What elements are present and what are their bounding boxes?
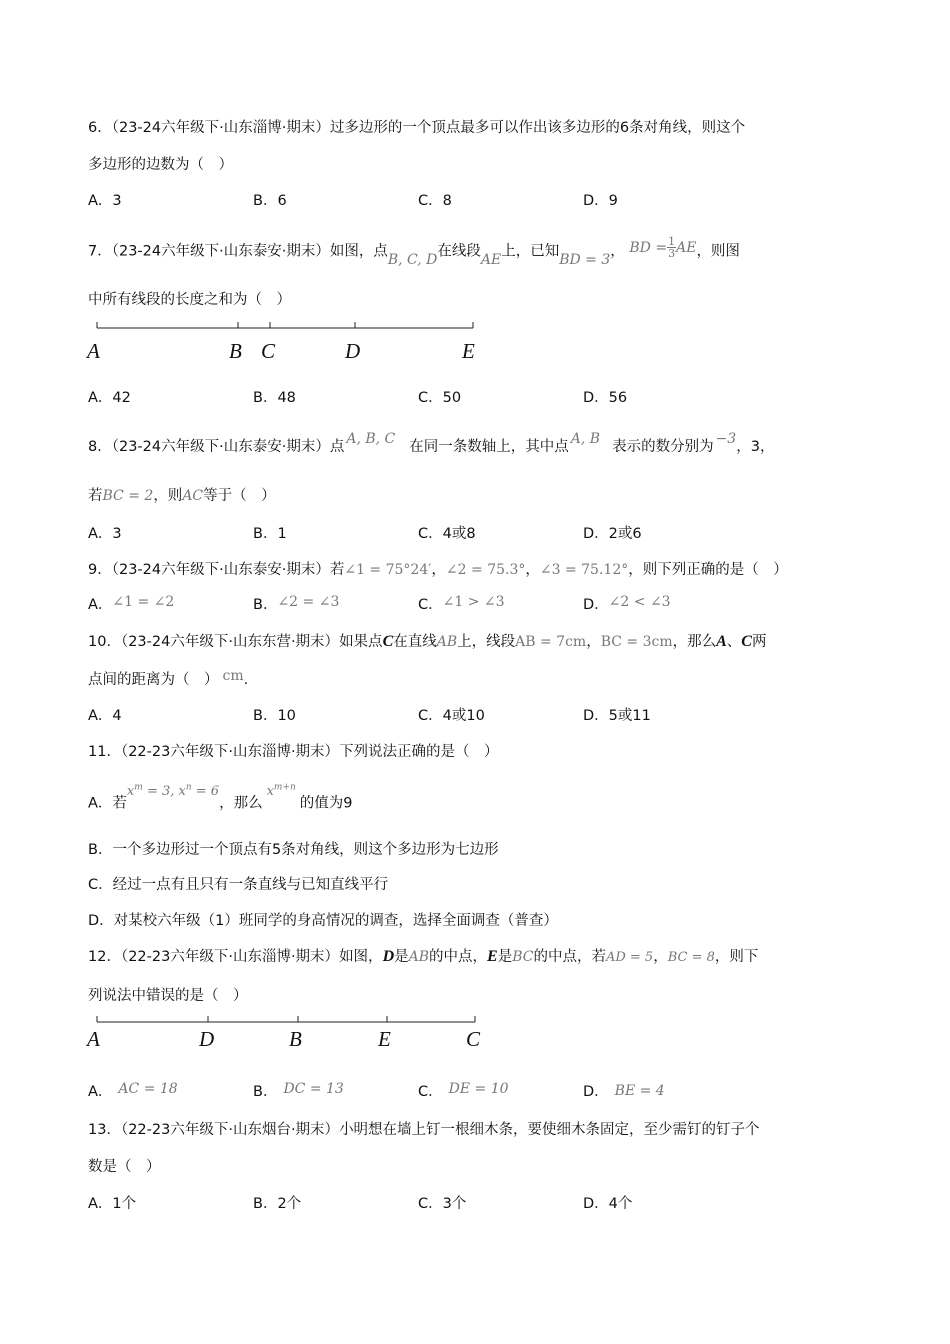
q6-option-a[interactable]: A．3 [88, 193, 122, 209]
q11-math-x2: x [266, 784, 274, 800]
q9-option-a-math: ∠1 = ∠2 [112, 594, 175, 610]
q12-text: 如图， [339, 949, 383, 965]
q10-stem-line1 [88, 632, 766, 652]
q7-segment-diagram [85, 318, 505, 364]
q10-text: 上，线段 [457, 634, 516, 650]
q7-ratio-math [629, 235, 697, 260]
q8-ac-math: AC [182, 488, 204, 504]
q7-text: 如图，点 [329, 243, 388, 260]
q13-option-b[interactable]: B．2个 [253, 1196, 302, 1212]
q10-number: 10． [88, 634, 121, 650]
q12-text: 是 [394, 949, 409, 965]
q8-ab-math: A, B [570, 431, 601, 447]
q11-stem [88, 742, 499, 762]
q11-option-c[interactable]: C．经过一点有且只有一条直线与已知直线平行 [88, 877, 389, 893]
q9-option-a[interactable] [88, 595, 174, 615]
q11-option-a-text: 的值为9 [299, 795, 353, 812]
q13-source: （22-23六年级下·山东烟台·期末） [120, 1122, 340, 1138]
q7-text: 上，已知 [501, 243, 560, 260]
q10-text: 如果点 [339, 634, 383, 650]
q13-stem-line2: 数是（ ） [88, 1159, 161, 1175]
q9-option-c[interactable] [418, 595, 505, 615]
q7-source: （23-24六年级下·山东泰安·期末） [111, 243, 330, 260]
q12-label-e: E [378, 1027, 391, 1051]
q10-text: ， [586, 634, 601, 650]
q12-label-b: B [289, 1027, 302, 1051]
q7-fraction-num: 1 [668, 235, 676, 248]
q8-neg3-math: −3 [715, 431, 737, 447]
q7-stem-line1 [88, 235, 740, 268]
q11-math-mn: m+n [273, 783, 296, 793]
q10-text: . [243, 672, 249, 688]
q6-text: 过多边形的一个顶点最多可以作出该多边形的6条对角线，则这个 [329, 120, 746, 136]
q10-option-d[interactable]: D．5或11 [583, 708, 651, 724]
q12-option-c-label: C． [418, 1084, 443, 1100]
q8-option-d[interactable]: D．2或6 [583, 526, 642, 542]
q10-stem-line2 [88, 670, 248, 690]
q10-ab-math: AB [436, 634, 458, 650]
q12-bc-math: BC [512, 949, 534, 965]
q8-text: 表示的数分别为 [612, 439, 714, 455]
q8-text: 在同一条数轴上，其中点 [409, 439, 569, 455]
q12-point-e: E [487, 948, 498, 965]
q11-option-b[interactable]: B．一个多边形过一个顶点有5条对角线，则这个多边形为七边形 [88, 842, 499, 858]
q12-ab-math: AB [408, 949, 430, 965]
q11-math-m: m [134, 783, 143, 793]
q9-text: ， [525, 562, 540, 578]
q7-option-a[interactable]: A．42 [88, 390, 131, 406]
q8-source: （23-24六年级下·山东泰安·期末） [111, 439, 330, 455]
q9-angle2-math: ∠2 = 75.3° [445, 562, 526, 578]
q6-source: （23-24六年级下·山东淄博·期末） [111, 120, 330, 136]
q9-option-b-math: ∠2 = ∠3 [277, 594, 340, 610]
q8-text: 点 [329, 439, 345, 455]
q7-segment-math: AE [480, 251, 502, 268]
q12-option-a-math: AC = 18 [118, 1081, 178, 1097]
q12-option-b-math: DC = 13 [283, 1081, 344, 1097]
q6-option-d[interactable]: D．9 [583, 193, 618, 209]
q11-option-d[interactable]: D．对某校六年级（1）班同学的身高情况的调查，选择全面调查（普查） [88, 913, 558, 929]
q9-text: 若 [329, 562, 345, 578]
q10-point-c: C [382, 633, 394, 650]
q12-ad-math: AD = 5 [605, 950, 654, 965]
q7-stem-line2: 中所有线段的长度之和为（ ） [88, 292, 291, 308]
q9-option-d-math: ∠2 < ∠3 [608, 594, 671, 610]
q9-text: ，则下列正确的是（ ） [628, 562, 788, 578]
q7-label-b: B [229, 339, 242, 363]
q8-points-math: A, B, C [346, 431, 396, 447]
q13-option-d[interactable]: D．4个 [583, 1196, 633, 1212]
q12-segment-diagram [85, 1012, 495, 1058]
q8-option-c[interactable]: C．4或8 [418, 526, 476, 542]
q7-number: 7． [88, 243, 112, 260]
q12-option-a-label: A． [88, 1084, 113, 1100]
q11-source: （22-23六年级下·山东淄博·期末） [120, 744, 340, 760]
q9-option-a-label: A． [88, 597, 113, 613]
q7-text: ， [610, 243, 625, 260]
q7-option-c[interactable]: C．50 [418, 390, 462, 406]
q12-label-c: C [466, 1027, 481, 1051]
q12-text: 的中点， [429, 949, 488, 965]
q10-option-a[interactable]: A．4 [88, 708, 122, 724]
q11-option-a-text: A．若 [88, 795, 127, 812]
q10-ab-length-math: AB = 7cm [515, 634, 587, 650]
q12-label-a: A [87, 1027, 100, 1051]
q13-text: 小明想在墙上钉一根细木条，要使细木条固定，至少需钉的钉子个 [339, 1122, 760, 1138]
q7-text: ，则图 [696, 243, 740, 260]
q13-option-c[interactable]: C．3个 [418, 1196, 467, 1212]
q10-source: （23-24六年级下·山东东营·期末） [120, 634, 340, 650]
q12-source: （22-23六年级下·山东淄博·期末） [120, 949, 340, 965]
q8-text: 等于（ ） [203, 488, 276, 504]
q11-text: 下列说法正确的是（ ） [339, 744, 499, 760]
q10-option-c[interactable]: C．4或10 [418, 708, 485, 724]
q9-source: （23-24六年级下·山东泰安·期末） [111, 562, 330, 578]
q10-bc-length-math: BC = 3cm [600, 634, 673, 650]
q8-text: ，3， [736, 439, 775, 455]
q7-label-c: C [261, 339, 276, 363]
q11-option-a-power [267, 784, 296, 799]
q7-label-a: A [87, 339, 100, 363]
q9-option-b-label: B． [253, 597, 278, 613]
q10-unit-math: cm [222, 668, 244, 684]
q12-option-d[interactable] [583, 1082, 665, 1102]
q6-option-c[interactable]: C．8 [418, 193, 452, 209]
q12-option-b[interactable] [253, 1082, 344, 1102]
q12-option-a[interactable] [88, 1082, 178, 1102]
q7-bd-math: BD = 3 [559, 251, 611, 268]
q10-text: 点间的距离为（ ） [88, 672, 219, 688]
q11-math-n: n [185, 783, 192, 793]
q12-text: 是 [497, 949, 513, 965]
q12-label-d: D [199, 1027, 215, 1051]
q7-option-d[interactable]: D．56 [583, 390, 628, 406]
q9-option-d[interactable] [583, 595, 671, 615]
q9-stem [88, 560, 788, 580]
q11-option-a-math [127, 784, 219, 799]
q6-stem-line2: 多边形的边数为（ ） [88, 157, 233, 173]
q9-option-c-math: ∠1 > ∠3 [442, 594, 505, 610]
q6-stem-line1 [88, 118, 745, 138]
q11-math-eq2: = 6 [191, 784, 220, 800]
q7-ratio-rhs: AE [676, 239, 697, 256]
q7-label-e: E [462, 339, 475, 363]
q12-text: ，则下 [714, 949, 759, 965]
q8-text: ，则 [153, 488, 183, 504]
q12-option-c[interactable] [418, 1082, 509, 1102]
q6-number: 6． [88, 120, 112, 136]
q12-option-c-math: DE = 10 [448, 1081, 509, 1097]
q12-point-d: D [382, 948, 395, 965]
q8-option-a[interactable]: A．3 [88, 526, 122, 542]
q8-option-b[interactable]: B．1 [253, 526, 287, 542]
q12-stem-line2: 列说法中错误的是（ ） [88, 988, 248, 1004]
q9-text: ， [431, 562, 446, 578]
q8-text: 若 [88, 488, 103, 504]
q12-bc-length-math: BC = 8 [667, 950, 715, 965]
q10-point-c2: C [741, 633, 752, 650]
q13-option-a[interactable]: A．1个 [88, 1196, 137, 1212]
q13-number: 13． [88, 1122, 121, 1138]
q10-text: 两 [751, 634, 767, 650]
q7-text: 在线段 [437, 243, 481, 260]
q12-text: 的中点，若 [533, 949, 606, 965]
q9-option-b[interactable] [253, 595, 339, 615]
q10-text: ，那么 [672, 634, 717, 650]
q10-text: 在直线 [393, 634, 437, 650]
q10-point-a: A [716, 633, 727, 650]
q7-option-b[interactable]: B．48 [253, 390, 296, 406]
q9-number: 9． [88, 562, 112, 578]
q7-fraction [667, 236, 676, 259]
q11-option-a[interactable] [88, 783, 353, 814]
q13-stem-line1 [88, 1120, 760, 1140]
q7-ratio-lhs: BD = [629, 239, 668, 256]
q9-angle3-math: ∠3 = 75.12° [539, 562, 629, 578]
q9-option-d-label: D． [583, 597, 609, 613]
q6-option-b[interactable]: B．6 [253, 193, 287, 209]
q10-text: 、 [726, 634, 742, 650]
q12-option-d-label: D． [583, 1084, 609, 1100]
q9-option-c-label: C． [418, 597, 443, 613]
q11-math-x: x [126, 784, 135, 800]
q12-stem-line1 [88, 947, 758, 968]
q9-angle1-math: ∠1 = 75°24′ [344, 562, 432, 578]
q11-math-eq: = 3, x [142, 784, 186, 800]
q8-stem-line2 [88, 486, 276, 506]
q7-label-d: D [345, 339, 361, 363]
q8-bc-math: BC = 2 [102, 488, 154, 504]
q12-option-b-label: B． [253, 1084, 278, 1100]
q12-option-d-math: BE = 4 [614, 1083, 665, 1099]
q12-number: 12． [88, 949, 121, 965]
q11-option-a-text: ，那么 [219, 795, 263, 812]
q7-points-math: B, C, D [387, 251, 438, 268]
q11-number: 11． [88, 744, 121, 760]
q7-fraction-den: 3 [668, 247, 676, 260]
q12-text: ， [653, 949, 668, 965]
q8-number: 8． [88, 439, 112, 455]
q10-option-b[interactable]: B．10 [253, 708, 296, 724]
q8-stem-line1 [88, 431, 775, 457]
